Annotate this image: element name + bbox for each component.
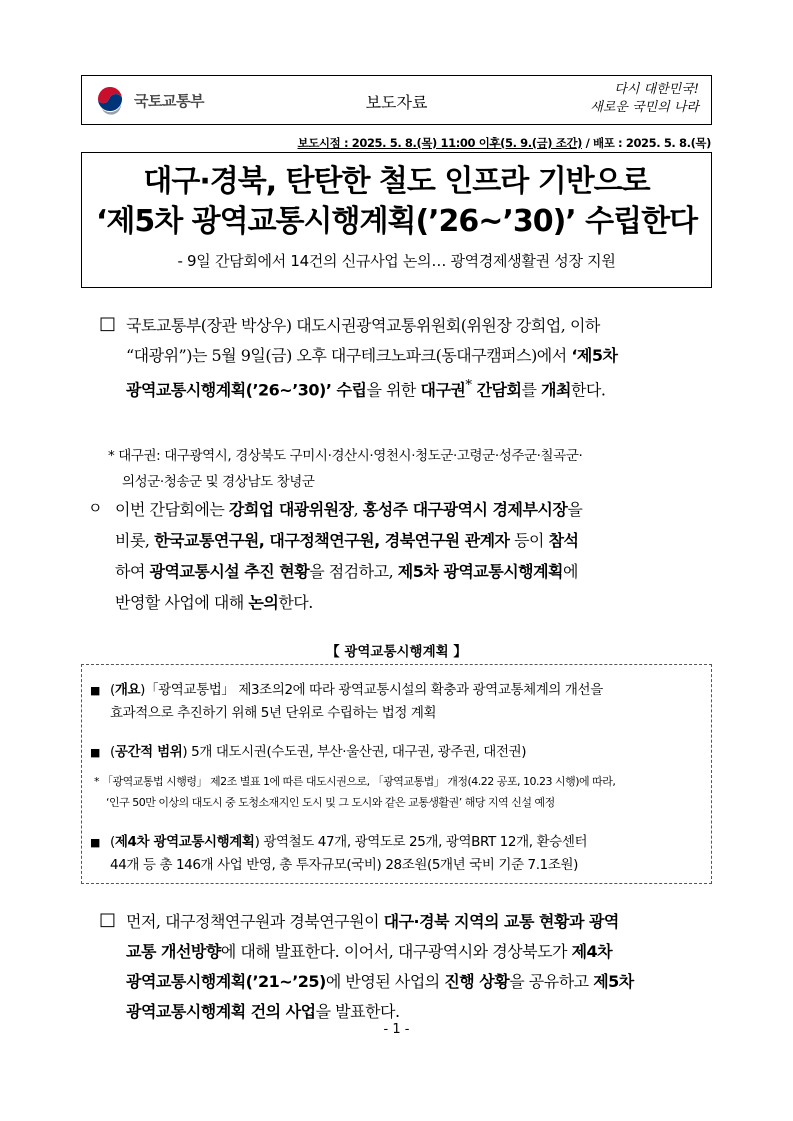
text-line (115, 494, 725, 525)
text-line: 의성군·청송군 및 경상남도 창녕군 (122, 474, 315, 490)
text-line (126, 907, 726, 937)
text-run: 에 (563, 562, 578, 581)
bold-run: 대구·경북 지역의 교통 현황과 광역 (383, 912, 619, 931)
info-footnote (94, 771, 703, 813)
headline-line: 대구·경북, 탄탄한 철도 인프라 기반으로 (143, 164, 650, 199)
text-run: , (353, 500, 363, 519)
text-run: 하여 (115, 562, 150, 581)
bold-run: 개요 (114, 682, 141, 698)
text-run: 을 점검하고, (309, 562, 398, 581)
bold-run: 제4차 (571, 942, 613, 961)
text-run: ) (140, 682, 146, 698)
embargo-time: 보도시점 : 2025. 5. 8.(목) 11:00 이후(5. 9.(금) 조간) (297, 136, 583, 150)
text-line (115, 525, 725, 556)
subheadline: - 9일 간담회에서 14건의 신규사업 논의… 광역경제생활권 성장 지원 (177, 252, 616, 270)
text-run: 효과적으로 추진하기 위해 5년 단위로 수립하는 법정 계획 (110, 705, 437, 721)
bold-run: 제5차 (593, 972, 634, 991)
text-run: 한다. (570, 380, 606, 400)
headline-line: ‘제5차 광역교통시행계획(’26~’30)’ 수립한다 (95, 204, 698, 239)
text-line (126, 371, 726, 405)
bold-run: 개최 (541, 380, 571, 400)
text-line (126, 967, 726, 997)
square-bullet: ■ (90, 684, 100, 697)
circle-bullet: ㅇ (88, 499, 103, 517)
square-bullet: □ (99, 313, 117, 334)
paragraph (115, 494, 725, 618)
text-line (115, 587, 725, 618)
bold-run: 제5차 광역교통시행계획 (397, 562, 564, 581)
bold-run: 광역교통시행계획(’26~’30)’ 수립 (126, 380, 367, 400)
text-run: 반영할 사업에 대해 (115, 593, 249, 612)
footnote-mark: * (465, 378, 472, 393)
text-run: 비롯, (115, 531, 155, 550)
bold-run: 교통 개선방향 (126, 942, 221, 961)
text-run: 을 발표한다. (315, 1002, 400, 1021)
press-release-label: 보도자료 (365, 93, 428, 112)
info-item (90, 831, 701, 877)
slogan-line: 새로운 국민의 나라 (590, 100, 699, 115)
square-bullet: □ (99, 909, 117, 930)
bold-run: 참석 (548, 531, 579, 550)
text-run: 을 (567, 500, 583, 519)
slogan-line: 다시 대한민국! (614, 82, 699, 97)
text-run: 한다. (278, 593, 313, 612)
text-run: ( (110, 744, 115, 760)
text-run: “대광위”)는 5월 9일(금) 오후 대구테크노파크(동대구캠퍼스)에서 (126, 346, 572, 365)
info-item (90, 679, 701, 725)
text-run: 광역철도 47개, 광역도로 25개, 광역BRT 12개, 환승센터 (259, 834, 588, 850)
page-number: - 1 - (383, 1022, 410, 1037)
text-line: 국토교통부(장관 박상우) 대도시권광역교통위원회(위원장 강희업, 이하 (126, 316, 600, 335)
text-run: 「광역교통법」 제3조의2에 따라 광역교통시설의 확충과 광역교통체계의 개선을 (145, 682, 603, 698)
text-run: 을 공유하고 (509, 972, 594, 991)
bold-run: 광역교통시설 추진 현황 (149, 562, 310, 581)
text-run: ( (110, 834, 115, 850)
bold-run: 논의 (248, 593, 279, 612)
text-line: * 「광역교통법 시행령」 제2조 별표 1에 따른 대도시권으로, 「광역교통법」 개정(4.22 공포, 10.23 시행)에 따라, (94, 775, 616, 788)
bold-run: 홍성주 대구광역시 경제부시장 (362, 500, 568, 519)
paragraph (126, 311, 726, 405)
ministry-name: 국토교통부 (134, 92, 204, 110)
bold-run: ‘제5차 (571, 346, 618, 365)
distribution-date: / 배포 : 2025. 5. 8.(목) (582, 136, 711, 150)
text-run: ) (254, 834, 260, 850)
text-line: ‘인구 50만 이상의 대도시 중 도청소재지인 도시 및 그 도시와 같은 교통생활권’ 해당 지역 신설 예정 (106, 796, 555, 809)
title-box (81, 152, 712, 288)
bold-run: 제4차 광역교통시행계획 (114, 834, 255, 850)
info-text (110, 741, 701, 764)
info-text (110, 679, 701, 725)
text-run: 먼저, 대구정책연구원과 경북연구원이 (126, 912, 384, 931)
text-run: 등이 (509, 531, 549, 550)
bold-run: 대구권 (420, 380, 466, 400)
text-run: 44개 등 총 146개 사업 반영, 총 투자규모(국비) 28조원(5개년 국비 기준 7.1조원) (110, 857, 578, 873)
text-line (126, 341, 726, 371)
text-run: 에 대해 발표한다. 이어서, 대구광역시와 경상북도가 (220, 942, 572, 961)
text-line: * 대구권: 대구광역시, 경상북도 구미시·경산시·영천시·청도군·고령군·성주군·칠곡군· (108, 448, 583, 464)
bold-run: 광역교통시행계획(’21~’25) (126, 972, 326, 991)
box-heading: 【 광역교통시행계획 】 (326, 644, 467, 660)
footnote (108, 443, 738, 495)
paragraph (126, 907, 726, 1027)
bold-run: 강희업 대광위원장 (228, 500, 354, 519)
bold-run: 진행 상황 (444, 972, 510, 991)
info-item (90, 741, 701, 764)
text-run: 이번 간담회에는 (115, 500, 229, 519)
info-text (110, 831, 701, 877)
square-bullet: ■ (90, 836, 100, 849)
text-run: ( (110, 682, 115, 698)
text-run: 5개 대도시권(수도권, 부산·울산권, 대구권, 광주권, 대전권) (187, 744, 527, 760)
text-line (115, 556, 725, 587)
square-bullet: ■ (90, 746, 100, 759)
bold-run: 광역교통시행계획 건의 사업 (126, 1002, 316, 1021)
bold-run: 공간적 범위 (114, 744, 183, 760)
text-run: ) (182, 744, 188, 760)
release-info (298, 135, 712, 151)
bold-run: 간담회 (471, 380, 522, 400)
header-box (81, 75, 712, 125)
text-run: 를 (521, 380, 542, 400)
text-run: 에 반영된 사업의 (325, 972, 445, 991)
text-run: 을 위한 (366, 380, 421, 400)
text-line (126, 937, 726, 967)
slogan (549, 81, 699, 117)
info-box (81, 664, 712, 884)
bold-run: 한국교통연구원, 대구정책연구원, 경북연구원 관계자 (154, 531, 510, 550)
